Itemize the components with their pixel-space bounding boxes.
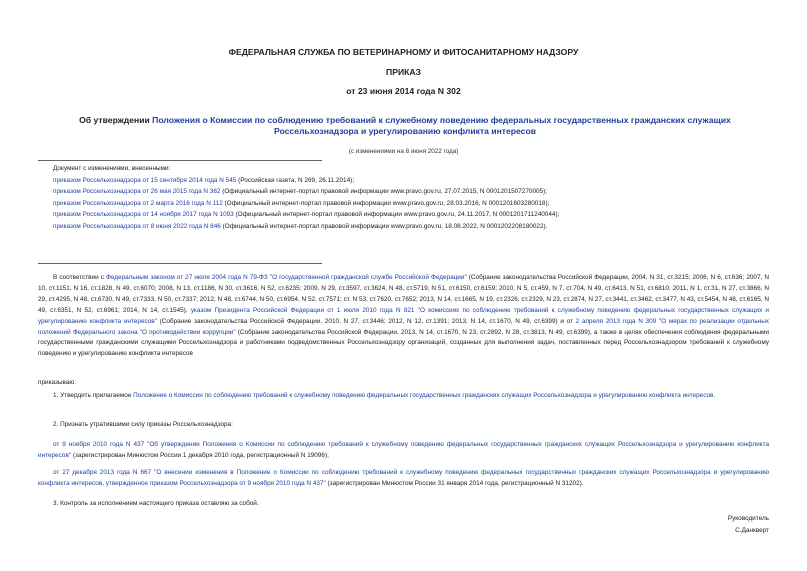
change-details: (Официальный интернет-портал правовой информации www.pravo.gov.ru, 24.11.2017, N 0001201711240044);	[233, 211, 560, 219]
change-item	[53, 186, 773, 198]
change-item	[53, 221, 773, 233]
item-2: 2. Признать утратившими силу приказы Россельхознадзора:	[53, 421, 233, 428]
federal-law-link[interactable]: Федеральным законом от 27 июля 2004 года N 79-ФЗ "О государственной гражданской службе Российской Федерации"	[106, 274, 467, 281]
change-item	[53, 175, 773, 187]
change-details: (Официальный интернет-портал правовой информации www.pravo.gov.ru, 27.07.2015, N 0001201507270005);	[220, 188, 548, 196]
signature-name: С.Данкверт	[735, 527, 769, 534]
divider-top	[38, 160, 322, 161]
order-label: ПРИКАЗ	[386, 67, 421, 77]
order-667-link[interactable]: от 27 декабря 2013 года N 667 "О внесении изменения в Положение о Комиссии по соблюдению требований к служебному поведению федеральных государственных гражданских служащих Россельхознадзора и урегулированию конфликта интересов, утвержденное приказом Россельхознадзора от 9 ноября 2010 года N 437"	[38, 469, 769, 488]
changes-intro: Документ с изменениями, внесенными:	[53, 165, 171, 172]
regulation-link[interactable]: Положение о Комиссии по соблюдению требований к служебному поведению федеральных государственных гражданских служащих Россельхознадзора и урегулированию конфликта интересов	[133, 392, 714, 399]
signature-role: Руководитель	[727, 515, 769, 522]
amendment-note: (с изменениями на 8 июня 2022 года)	[348, 148, 459, 155]
order-date: от 23 июня 2014 года N 302	[346, 86, 461, 96]
preamble-text: (Собрание законодательства Российской Федерации, 2013, N 14, ст.1670, N 23, ст.2892, N 28, ст.3813, N 49, ст.6399), а также в целях обеспечения соблюдения федеральными государственными гражданскими служащими Россельхознадзора и работниками подведомственных Россельхознадзору организаций, созданных для выполнения задач, поставленных перед Россельхознадзором требований к служебному поведению и урегулированию конфликта интересов	[38, 328, 769, 358]
change-link[interactable]: приказом Россельхознадзора от 2 марта 2016 года N 112	[53, 199, 223, 207]
change-item	[53, 198, 773, 210]
decree-309-link[interactable]: 2 апреля 2013 года N 309 "О мерах по реализации отдельных положений Федерального закона "О противодействии коррупции"	[38, 317, 769, 336]
change-details: (Официальный интернет-портал правовой информации www.pravo.gov.ru, 18.08.2022, N 0001202208180022).	[220, 222, 548, 230]
item-1-text: .	[713, 392, 716, 399]
item-1-text: 1. Утвердить прилагаемое	[53, 392, 134, 399]
change-link[interactable]: приказом Россельхознадзора от 26 мая 2015 года N 362	[53, 188, 221, 196]
order-word: приказываю:	[38, 379, 76, 386]
preamble-text: (Собрание законодательства Российской Федерации, 2004, N 31, ст.3215; 2006, N 6, ст.636; 2007, N 10, ст.1151, N 16, ст.1828, N 49, ст.6070; 2008, N 13, ст.1186, N 30, ст.3616, N 52, ст.6235; 2009, N 29, ст.3597, ст.3624, N 48, ст.5719, N 51, ст.6150, ст.6159; 2010, N 5, ст.459, N 7, ст.704, N 49, ст.6413, N 51, ст.6810; 2011, N 1, ст.31, N 27, ст.3866, N 29, ст.4295, N 48, ст.6730, N 49, ст.7333, N 50, ст.7337; 2012, N 48, ст.6744, N 50, ст.6954, N 52, ст.7571; ст. N 53, ст.7620, ст.7652; 2013, N 14, ст.1665, N 19, ст.2326, ст.2329, N 23, ст.2874, N 27, ст.3441, ст.3462, ст.3477, N 43, ст.5454, N 48, ст.6165, N 49, ст.6351, N 52, ст.6961; 2014, N 14, ст.1545),	[38, 274, 769, 314]
title-prefix: Об утверждении	[79, 115, 153, 125]
item-2a-details: (зарегистрирован Минюстом России 1 декабря 2010 года, регистрационный N 19096);	[71, 452, 329, 460]
item-2b	[38, 467, 769, 489]
change-link[interactable]: приказом Россельхознадзора от 14 ноября 2017 года N 1093	[53, 211, 234, 219]
change-details: (Официальный интернет-портал правовой информации www.pravo.gov.ru, 28.03.2016, N 0001201603280018);	[222, 199, 550, 207]
change-link[interactable]: приказом Россельхознадзора от 8 июня 2022 года N 846	[53, 222, 221, 230]
preamble-text: В соответствии с	[53, 274, 107, 281]
changes-list	[53, 163, 773, 233]
item-3: 3. Контроль за исполнением настоящего приказа оставляю за собой.	[53, 500, 259, 507]
preamble-text: (Собрание законодательства Российской Федерации, 2010, N 27, ст.3446; 2012, N 12, ст.1391; 2013, N 14, ст.1670, N 49, ст.6399) и от	[156, 317, 576, 325]
title-link[interactable]: Положения о Комиссии по соблюдению требований к служебному поведению федеральных государственных гражданских служащих Россельхознадзора и урегулированию конфликта интересов	[152, 115, 731, 136]
divider-bottom	[38, 263, 322, 264]
item-2a	[38, 439, 769, 461]
order-title	[60, 115, 750, 137]
order-437-link[interactable]: от 9 ноября 2010 года N 437 "Об утверждении Положения о Комиссии по соблюдению требований к служебному поведению федеральных государственных гражданских служащих Россельхознадзора и урегулированию конфликта интересов"	[38, 441, 769, 460]
item-2b-details: (зарегистрирован Минюстом России 31 января 2014 года, регистрационный N 31202).	[325, 480, 584, 488]
preamble	[38, 273, 769, 360]
change-details: (Российская газета, N 269, 26.11.2014);	[236, 176, 355, 184]
organization-name: ФЕДЕРАЛЬНАЯ СЛУЖБА ПО ВЕТЕРИНАРНОМУ И ФИТОСАНИТАРНОМУ НАДЗОРУ	[228, 47, 579, 57]
item-1	[38, 390, 769, 401]
presidential-decree-link[interactable]: указом Президента Российской Федерации от 1 июля 2010 года N 821 "О комиссиях по соблюдению требований к служебному поведению федеральных государственных служащих и урегулированию конфликта интересов"	[38, 306, 769, 325]
change-item	[53, 209, 773, 221]
change-link[interactable]: приказом Россельхознадзора от 15 сентября 2014 года N 545	[53, 176, 237, 184]
